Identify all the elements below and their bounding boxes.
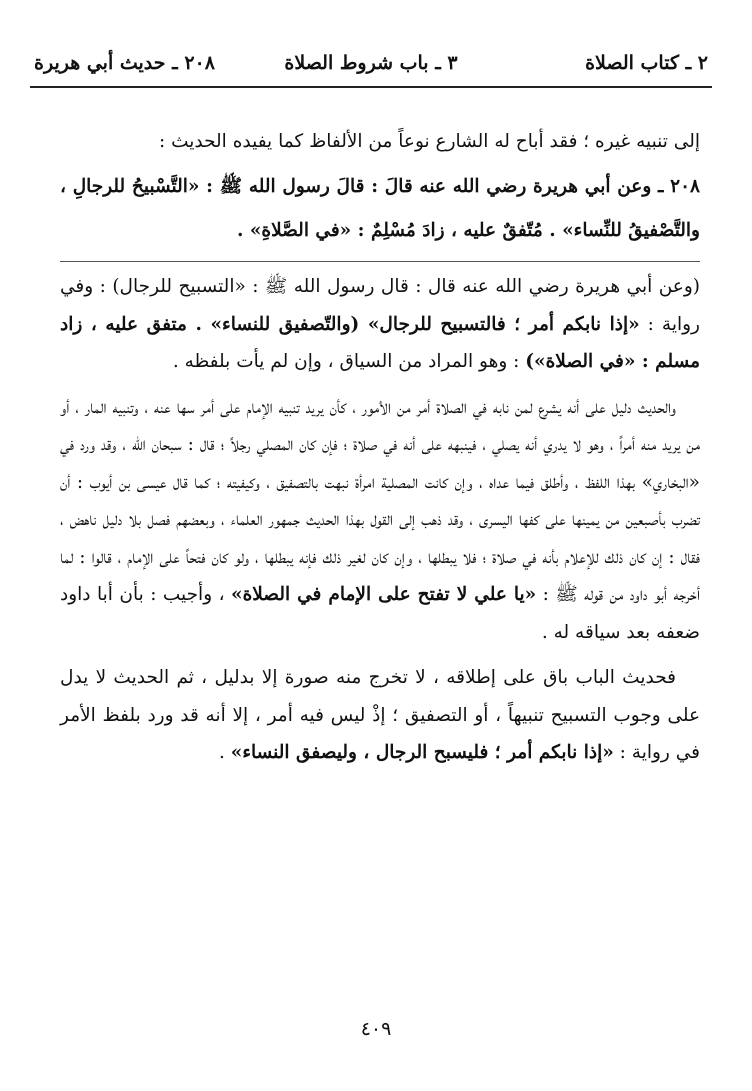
header-book-title: ٢ ـ كتاب الصلاة	[585, 52, 708, 74]
para1-bold-1: «يا علي لا تفتح على الإمام في الصلاة»	[231, 584, 537, 605]
commentary-paragraph-1	[60, 389, 700, 652]
header-chapter-title: ٣ ـ باب شروط الصلاة	[284, 52, 458, 74]
commentary-note	[60, 268, 700, 381]
para2-bold-1: «إذا نابكم أمر ؛ فليسبح الرجال ، وليصفق النساء»	[230, 742, 614, 763]
running-header	[30, 46, 712, 88]
page-body	[60, 122, 700, 772]
intro-line: إلى تنبيه غيره ؛ فقد أباح له الشارع نوعاً من الألفاظ كما يفيده الحديث :	[158, 131, 700, 152]
hadith-body: وعن أبي هريرة رضي الله عنه قالَ : قالَ رسول الله ﷺ : «التَّسْبيحُ للرجالِ ، والتَّصْفيقُ للنِّساء» . مُتّفقٌ عليه ، زادَ مُسْلِمٌ : «في الصَّلاةِ» .	[60, 176, 700, 241]
note-bold-1: «إذا نابكم أمر ؛ فالتسبيح للرجال» (والتّصفيق للنساء» . متفق عليه ، زاد مسلم : «في الصلاة»)	[60, 313, 700, 372]
hadith-text	[60, 165, 700, 253]
page-number: ٤٠٩	[360, 1018, 392, 1040]
hadith-number: ٢٠٨ ـ	[658, 176, 700, 197]
para1-text-1: والحديث دليل على أنه يشرع لمن نابه في الصلاة أمر من الأمور ، كأن يريد تنبيه الإمام على أمر سها عنه ، وتنبيه المار ، أو من يريد منه أمراً ، وهو لا يدري أنه يصلي ، فينبهه على أنه في صلاة ؛ فإن كان المصلي رجلاً ؛ قال : سبحان الله ، وقد ورد في «البخاري» بهذا اللفظ ، وأطلق فيما عداه ، وإن كانت المصلية امرأة نبهت بالتصفيق ، وكيفيته ؛ كما قال عيسى بن أيوب : أن تضرب بأصبعين من يمينها على كفها اليسرى ، وقد ذهب إلى القول بهذا الحديث جمهور العلماء ، وبعضهم فصل بلا دليل ناهض ، فقال : إن كان ذلك للإعلام بأنه في صلاة ؛ فلا يبطلها ، وإن كان لغير ذلك فإنه يبطلها ، ولو كان فتحاً على الإمام ، قالوا : لما أخرجه أبو داود من قوله ﷺ :	[60, 396, 701, 605]
commentary-paragraph-2	[60, 659, 700, 772]
note-text-1: (وعن أبي هريرة رضي الله عنه قال : قال رسول الله ﷺ : «التسبيح للرجال) : وفي رواية :	[60, 276, 700, 335]
para2-text-2: .	[219, 742, 231, 763]
section-divider	[60, 261, 700, 262]
para2-text-1: فحديث الباب باق على إطلاقه ، لا تخرج منه صورة إلا بدليل ، ثم الحديث لا يدل على وجوب التسبيح تنبيهاً ، أو التصفيق ؛ إذْ ليس فيه أمر ، إلا أنه قد ورد بلفظ الأمر في رواية :	[60, 667, 700, 763]
para1-text-2: ، وأجيب : بأن أبا داود ضعفه بعد سياقه له .	[60, 584, 700, 643]
header-hadith-title: ٢٠٨ ـ حديث أبي هريرة	[34, 52, 215, 74]
note-text-2: : وهو المراد من السياق ، وإن لم يأت بلفظه .	[172, 351, 526, 372]
